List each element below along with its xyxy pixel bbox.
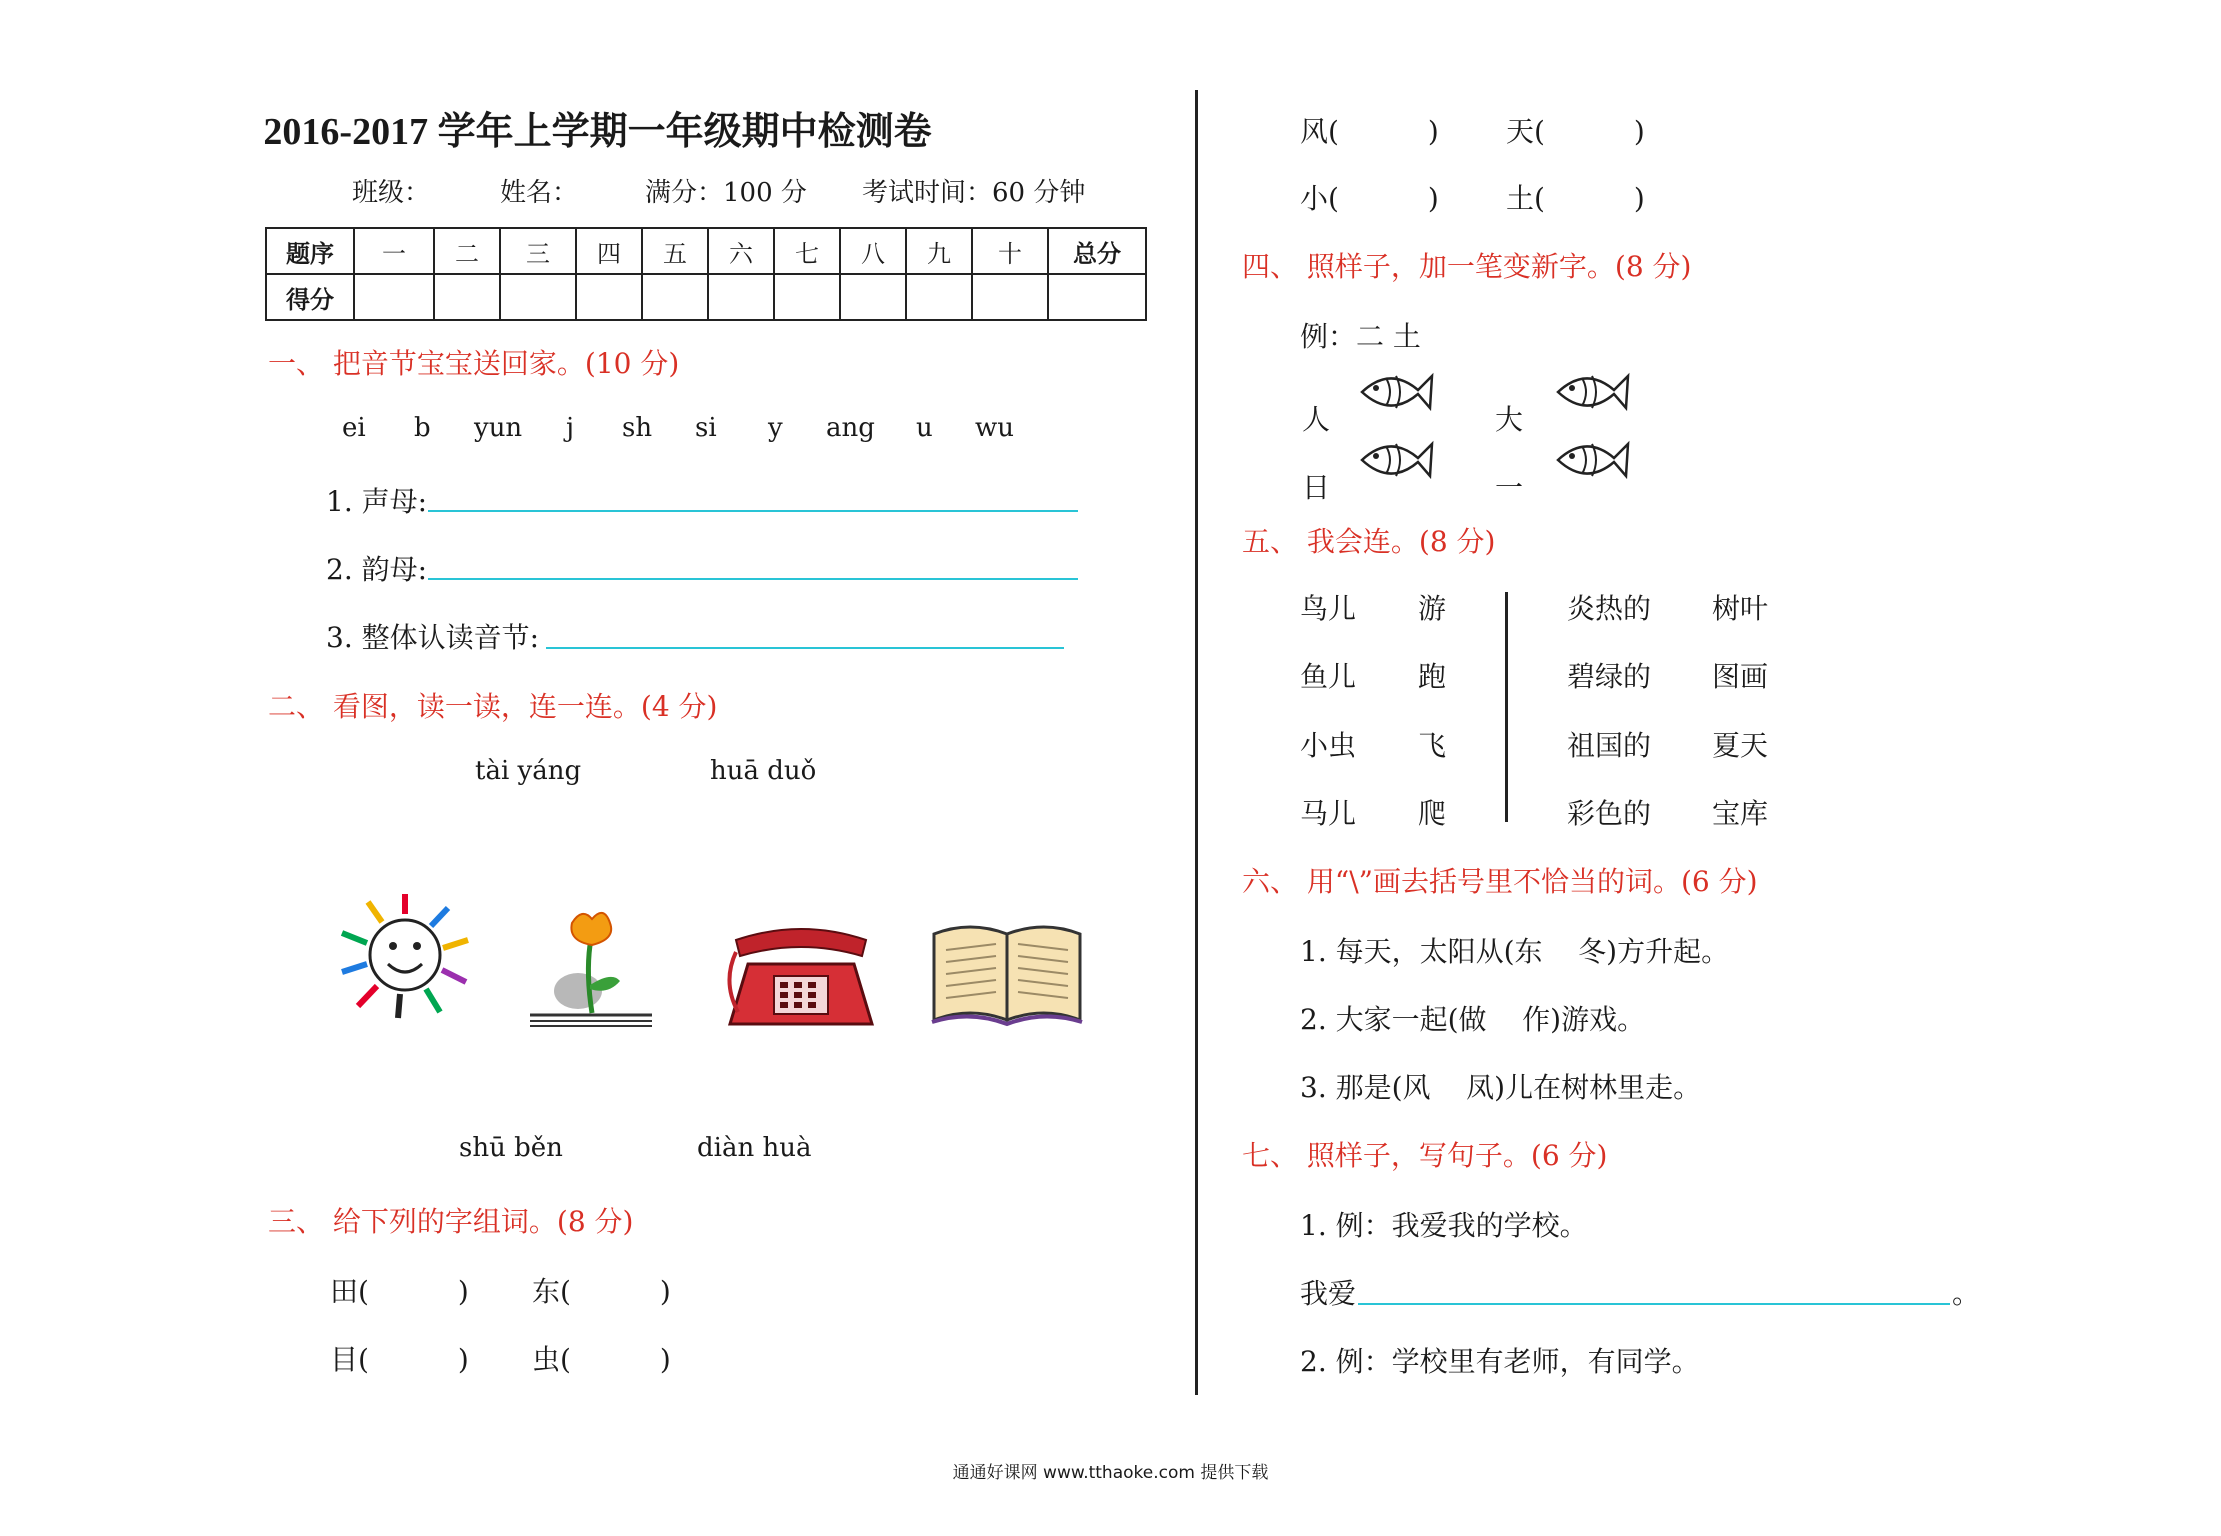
column-divider	[1195, 90, 1198, 1395]
match-item[interactable]: 祖国的	[1567, 729, 1652, 762]
base-char: 一	[1495, 471, 1524, 504]
q2-label: 2. 韵母:	[326, 553, 428, 586]
word-group-item[interactable]: 虫( )	[532, 1343, 671, 1376]
score-cell[interactable]	[708, 274, 774, 320]
match-item[interactable]: 碧绿的	[1567, 660, 1652, 693]
syllable: j	[566, 413, 575, 443]
section-1-heading: 一、 把音节宝宝送回家。(10 分)	[268, 347, 680, 380]
score-cell[interactable]	[354, 274, 434, 320]
col-7: 七	[774, 228, 840, 274]
base-char: 大	[1495, 403, 1524, 436]
row-label-order: 题序	[266, 228, 354, 274]
match-divider	[1505, 592, 1508, 822]
fish-icon[interactable]	[1356, 432, 1436, 488]
col-10: 十	[972, 228, 1048, 274]
q3-label: 3. 整体认读音节:	[326, 621, 540, 654]
score-table	[265, 227, 1147, 321]
score-cell[interactable]	[1048, 274, 1146, 320]
match-item[interactable]: 夏天	[1712, 729, 1769, 762]
example-sentence: 2. 例：学校里有老师，有同学。	[1300, 1345, 1700, 1378]
fill-label: 我爱	[1300, 1277, 1357, 1310]
match-item[interactable]: 炎热的	[1567, 592, 1652, 625]
syllable: sh	[622, 413, 653, 443]
sentence-answer-line[interactable]	[1358, 1303, 1950, 1305]
col-3: 三	[500, 228, 576, 274]
word-group-item[interactable]: 东( )	[532, 1275, 671, 1308]
page-title: 2016-2017 学年上学期一年级期中检测卷	[263, 111, 932, 153]
q1-answer-line[interactable]	[428, 510, 1078, 512]
telephone-picture[interactable]	[722, 922, 880, 1030]
pinyin-top: tài yáng	[475, 756, 582, 786]
col-9: 九	[906, 228, 972, 274]
match-item[interactable]: 宝库	[1712, 797, 1769, 830]
fish-icon[interactable]	[1356, 364, 1436, 420]
score-cell[interactable]	[500, 274, 576, 320]
score-table-score-row	[266, 274, 1146, 320]
col-4: 四	[576, 228, 642, 274]
sun-picture[interactable]	[330, 888, 480, 1023]
match-item[interactable]: 爬	[1418, 797, 1447, 830]
score-cell[interactable]	[972, 274, 1048, 320]
col-5: 五	[642, 228, 708, 274]
syllable: si	[695, 413, 717, 443]
fish-icon[interactable]	[1552, 364, 1632, 420]
col-1: 一	[354, 228, 434, 274]
syllable: ei	[342, 413, 366, 443]
match-item[interactable]: 鱼儿	[1300, 660, 1357, 693]
name-label: 姓名：	[500, 178, 579, 208]
section-7-heading: 七、 照样子，写句子。(6 分)	[1242, 1139, 1608, 1172]
match-item[interactable]: 跑	[1418, 660, 1447, 693]
score-cell[interactable]	[840, 274, 906, 320]
pinyin-top: huā duǒ	[710, 756, 817, 786]
q2-answer-line[interactable]	[428, 578, 1078, 580]
strike-sentence[interactable]: 3. 那是(风 凤)儿在树林里走。	[1300, 1071, 1702, 1104]
syllable: ang	[826, 413, 875, 443]
match-item[interactable]: 小虫	[1300, 729, 1357, 762]
word-group-item[interactable]: 田( )	[330, 1275, 469, 1308]
pinyin-bottom: diàn huà	[697, 1133, 812, 1163]
section-4-heading: 四、 照样子，加一笔变新字。(8 分)	[1242, 250, 1692, 283]
match-item[interactable]: 鸟儿	[1300, 592, 1357, 625]
strike-sentence[interactable]: 2. 大家一起(做 作)游戏。	[1300, 1003, 1646, 1036]
col-2: 二	[434, 228, 500, 274]
word-group-item[interactable]: 风( )	[1300, 115, 1439, 148]
score-table-header-row	[266, 228, 1146, 274]
full-score-label: 满分：100 分	[645, 178, 807, 208]
match-item[interactable]: 彩色的	[1567, 797, 1652, 830]
col-6: 六	[708, 228, 774, 274]
score-cell[interactable]	[576, 274, 642, 320]
section-2-heading: 二、 看图，读一读，连一连。(4 分)	[268, 690, 718, 723]
score-cell[interactable]	[774, 274, 840, 320]
syllable: u	[916, 413, 933, 443]
exam-time-label: 考试时间：60 分钟	[862, 178, 1086, 208]
base-char: 人	[1302, 403, 1331, 436]
match-item[interactable]: 树叶	[1712, 592, 1769, 625]
example-text: 例：二 土	[1300, 320, 1421, 353]
sentence-end: 。	[1952, 1277, 1981, 1310]
score-cell[interactable]	[906, 274, 972, 320]
example-sentence: 1. 例：我爱我的学校。	[1300, 1209, 1588, 1242]
pinyin-bottom: shū běn	[459, 1133, 563, 1163]
footer-source: 通通好课网 www.tthaoke.com 提供下载	[952, 1463, 1269, 1483]
book-picture[interactable]	[928, 912, 1086, 1028]
score-cell[interactable]	[434, 274, 500, 320]
syllable: wu	[975, 413, 1014, 443]
match-item[interactable]: 游	[1418, 592, 1447, 625]
section-5-heading: 五、 我会连。(8 分)	[1242, 525, 1496, 558]
match-item[interactable]: 图画	[1712, 660, 1769, 693]
section-3-heading: 三、 给下列的字组词。(8 分)	[268, 1205, 634, 1238]
word-group-item[interactable]: 目( )	[330, 1343, 469, 1376]
row-label-score: 得分	[266, 274, 354, 320]
col-total: 总分	[1048, 228, 1146, 274]
match-item[interactable]: 飞	[1418, 729, 1447, 762]
syllable: y	[768, 413, 783, 443]
score-cell[interactable]	[642, 274, 708, 320]
syllable: b	[414, 413, 431, 443]
fish-icon[interactable]	[1552, 432, 1632, 488]
syllable: yun	[474, 413, 523, 443]
col-8: 八	[840, 228, 906, 274]
class-label: 班级：	[352, 178, 431, 208]
match-item[interactable]: 马儿	[1300, 797, 1357, 830]
base-char: 日	[1302, 471, 1331, 504]
word-group-item[interactable]: 土( )	[1506, 182, 1645, 215]
q1-label: 1. 声母:	[326, 485, 428, 518]
flower-picture[interactable]	[520, 905, 660, 1030]
section-6-heading: 六、 用“\”画去括号里不恰当的词。(6 分)	[1242, 865, 1758, 898]
word-group-item[interactable]: 天( )	[1506, 115, 1645, 148]
q3-answer-line[interactable]	[546, 647, 1064, 649]
word-group-item[interactable]: 小( )	[1300, 182, 1439, 215]
strike-sentence[interactable]: 1. 每天，太阳从(东 冬)方升起。	[1300, 935, 1730, 968]
